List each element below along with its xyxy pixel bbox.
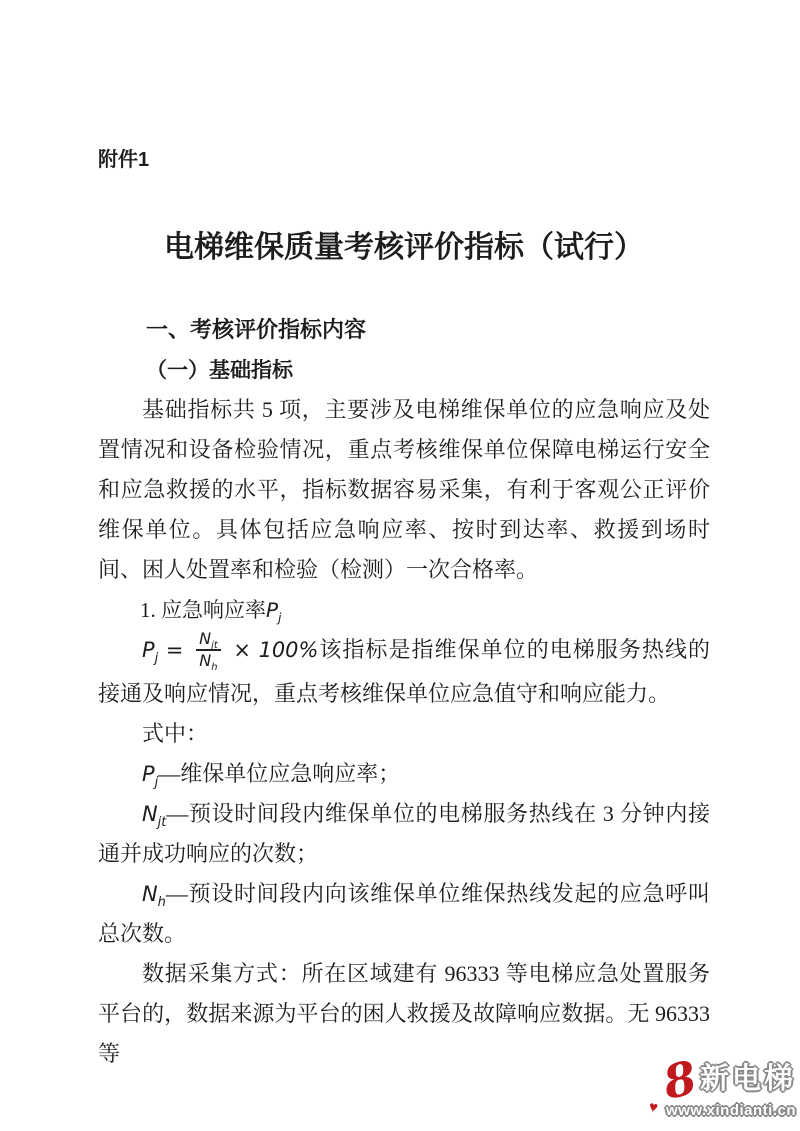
intro-paragraph: 基础指标共 5 项，主要涉及电梯维保单位的应急响应及处置情况和设备检验情况，重点考核维保单位保障电梯运行安全和应急救援的水平，指标数据容易采集，有利于客观公正评价维保单位。具体包括应急响应率、按时到达率、救援到场时间、困人处置率和检验（检测）一次合格率。 bbox=[98, 397, 710, 582]
definition-nh-text: —预设时间段内向该维保单位维保热线发起的应急呼叫总次数。 bbox=[98, 880, 710, 946]
attachment-label: 附件1 bbox=[98, 149, 150, 171]
logo-8-icon: 8 bbox=[658, 1049, 702, 1110]
definition-pj-text: —维保单位应急响应率； bbox=[158, 760, 401, 786]
heart-icon: ♥ bbox=[647, 1098, 660, 1117]
definition-njt bbox=[98, 794, 710, 874]
definition-pj bbox=[98, 754, 710, 794]
fraction-denominator: $N_h$ bbox=[199, 650, 218, 674]
where-label: 式中： bbox=[142, 720, 209, 746]
section-heading: 一、考核评价指标内容 bbox=[146, 317, 367, 342]
formula-lhs: $P_j$ bbox=[142, 638, 159, 667]
formula-fraction bbox=[196, 629, 221, 674]
definition-nh bbox=[98, 874, 710, 954]
variable-nh: $N_h$ bbox=[142, 881, 166, 911]
xindianti-logo bbox=[638, 1049, 796, 1119]
fraction-numerator: $N_{jt}$ bbox=[196, 630, 221, 651]
logo-name: 新电梯 bbox=[699, 1063, 796, 1096]
document-title: 电梯维保质量考核评价指标（试行） bbox=[164, 231, 644, 264]
variable-pj: $P_j$ bbox=[142, 761, 159, 791]
definition-njt-text: —预设时间段内维保单位的电梯服务热线在 3 分钟内接通并成功响应的次数； bbox=[98, 800, 710, 866]
logo-url: www.xindianti.cn bbox=[666, 1102, 796, 1119]
item-heading-variable: $P_j$ bbox=[266, 598, 282, 625]
item-heading-label: 1. 应急响应率 bbox=[140, 598, 266, 622]
equals-sign: = bbox=[158, 638, 192, 662]
data-collection-paragraph: 数据采集方式：所在区域建有 96333 等电梯应急处置服务平台的，数据来源为平台的困人救援及故障响应数据。无 96333 等 bbox=[98, 960, 710, 1066]
formula-paragraph bbox=[98, 630, 710, 714]
subsection-heading: （一）基础指标 bbox=[146, 358, 293, 382]
times-100-percent: × 100% bbox=[225, 638, 319, 662]
item-heading bbox=[98, 590, 710, 630]
variable-njt: $N_{jt}$ bbox=[142, 801, 167, 831]
document-content bbox=[0, 140, 800, 1074]
formula-description: 该指标是指维保单位的电梯服务热线的接通及响应情况，重点考核维保单位应急值守和响应能力。 bbox=[98, 637, 710, 706]
